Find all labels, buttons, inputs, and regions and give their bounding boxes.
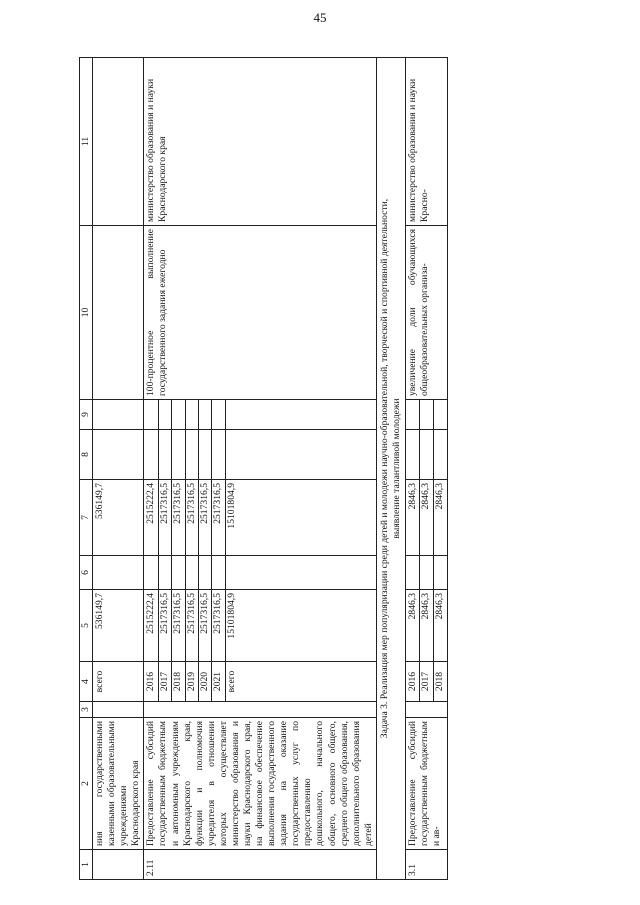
column-number: 9 [80,400,93,430]
amount-cell: 2517316,5 [159,590,172,661]
amount-cell: 2517316,5 [199,480,212,555]
amount-list [144,590,376,662]
responsible-executor: министерство образования и науки Краснодарского края [144,58,376,226]
amount-cell: 2515222,4 [145,480,158,555]
amount-cell: 2517316,5 [172,480,185,555]
amount-cell: 2517316,5 [199,590,212,661]
activity-description: ния государственными казенными образовательными учреждениями Краснодарского края [93,718,144,850]
amount-cell: 2517316,5 [212,480,225,555]
amount-cell: 2846,3 [407,480,420,555]
table-row [93,58,144,880]
column-number: 7 [80,480,93,556]
column-number: 10 [80,226,93,400]
year-list [406,662,448,702]
column-number-row [80,58,93,880]
column-number: 8 [80,430,93,480]
amount-cell: 15101804,9 [225,483,237,529]
amount-cell: 536149,7 [93,480,144,556]
amount-cell: 2846,3 [407,590,420,661]
column-number: 1 [80,850,93,880]
amount-list [144,480,376,556]
amount-cell: 2517316,5 [186,590,199,661]
amount-cell: 15101804,9 [225,593,237,639]
task-heading-continued: выявление талантливой молодежи [390,398,402,539]
year-cell: 2018 [172,662,185,701]
year-cell: 2021 [212,662,225,701]
year-cell: 2018 [433,671,445,692]
year-list [144,662,376,702]
page-number: 45 [313,10,327,25]
amount-cell: 2517316,5 [159,480,172,555]
activity-description: Предоставление субсидий государственным бюджетным и автономным учреждениям Краснодарского края, функции и полномочия учредителя в отношении которых осуществляет министерство образования и науки Краснодарского края, на финансовое обеспечение выполнения государственного задания на оказание государственных услуг по предоставлению дошкольного, начального общего, основного общего, среднего общего образования, дополнительного образования детей [144,718,376,850]
activity-description: Предоставление субсидий государственным бюджетным и ав- [406,718,448,850]
column-number: 3 [80,702,93,718]
year-cell: всего [93,662,144,702]
column-number: 4 [80,662,93,702]
amount-list [406,480,448,556]
responsible-executor: министерство образования и науки Красно- [406,58,448,226]
amount-cell: 2846,3 [420,590,433,661]
column-number: 6 [80,556,93,590]
amount-cell: 2517316,5 [186,480,199,555]
column-number: 5 [80,590,93,662]
year-cell: 2017 [159,662,172,701]
row-number: 3.1 [406,850,448,880]
task-heading: Задача 3. Реализация мер популяризации среди детей и молодежи научно-образовательной, творческой и спортивной деятельности, [378,198,390,739]
expected-result: увеличение доли обучающихся общеобразовательных организа- [406,226,448,400]
amount-cell: 2517316,5 [212,590,225,661]
year-cell: 2019 [186,662,199,701]
rotated-table-container [79,58,593,880]
amount-list [406,590,448,662]
year-cell: 2016 [407,662,420,701]
column-number: 2 [80,718,93,850]
year-cell: 2020 [199,662,212,701]
table-row [406,58,448,880]
amount-cell: 2846,3 [433,483,445,510]
row-number: 2.11 [144,850,376,880]
amount-cell: 536149,7 [93,590,144,662]
year-cell: всего [225,670,237,693]
year-cell: 2016 [145,662,158,701]
amount-cell: 2846,3 [433,593,445,620]
column-number: 11 [80,58,93,226]
amount-cell: 2846,3 [420,480,433,555]
program-activities-table [79,57,448,880]
year-cell: 2017 [420,662,433,701]
expected-result: 100-процентное выполнение государственного задания ежегодно [144,226,376,400]
amount-cell: 2515222,4 [145,590,158,661]
task-heading-row [376,58,405,880]
amount-cell: 2517316,5 [172,590,185,661]
table-row [144,58,376,880]
